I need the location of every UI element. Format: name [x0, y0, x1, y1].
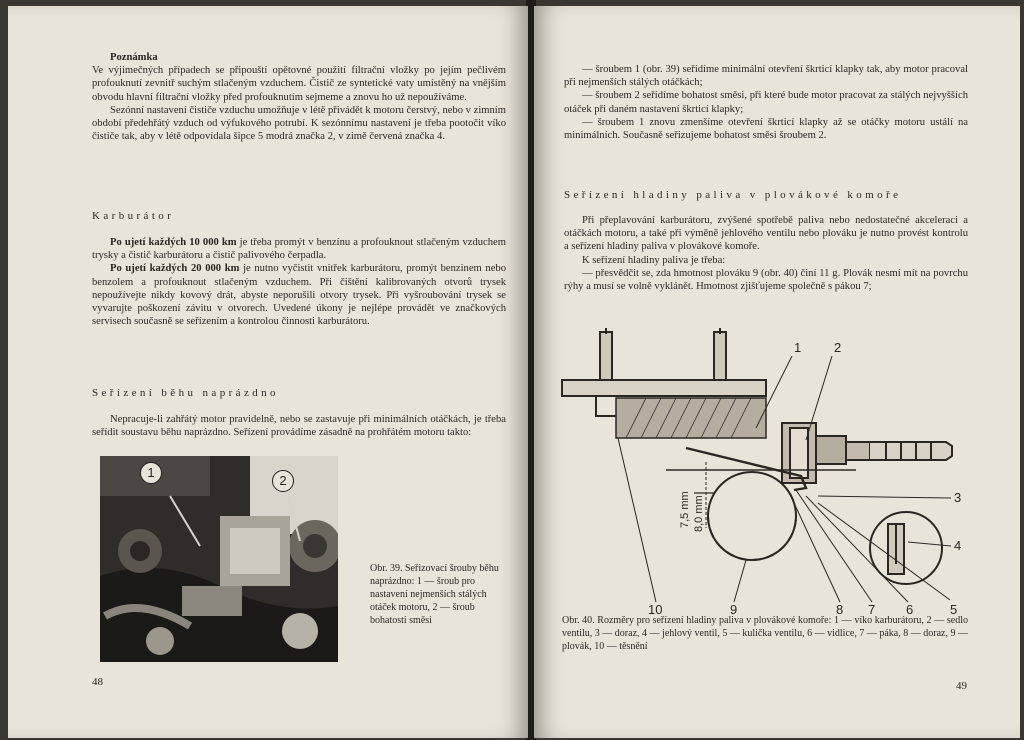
idle-text [92, 413, 506, 439]
engine-photo-illustration [100, 456, 338, 662]
section-heading-carburetor: Karburátor [92, 210, 175, 222]
dimension-7-5mm: 7,5 mm [679, 491, 691, 528]
page-number-left: 48 [92, 676, 103, 688]
figure-40-caption: Obr. 40. Rozměry pro seřízení hladiny paliva v plovákové komoře: 1 — víko karburátoru, 2 — sedlo ventilu, 3 — doraz, 4 — jehlový ventil, 5 — kulička ventilu, 6 — vidlice, 7 — páka, 8 — doraz, 9 — plovák, 10 — těsnění [562, 615, 968, 652]
note-block [92, 51, 506, 143]
photo-callout-2: 2 [272, 470, 294, 492]
dimension-8-0mm: 8,0 mm [693, 495, 705, 532]
page-number-right: 49 [956, 680, 967, 692]
carburetor-text [92, 236, 506, 328]
section-heading-float-level: Seřízení hladiny paliva v plovákové komoře [564, 189, 902, 201]
photo-callout-1: 1 [140, 462, 162, 484]
note-title: Poznámka [110, 52, 158, 63]
left-page [8, 6, 528, 738]
note-paragraph-2: Sezónní nastavení čističe vzduchu umožňuje v létě přivádět k motoru čerstvý, nebo v zimním období předehřátý vzduch od výfukového potrubí. K sezónnímu nastavení je třeba pootočit víko čističe tak, aby v létě odpovídala šipce 5 modrá značka 2, v zimě červená značka 4. [92, 104, 506, 143]
carburetor-paragraph-1 [92, 236, 506, 262]
diagram-label-4: 4 [954, 538, 962, 553]
diagram-label-2: 2 [834, 340, 842, 355]
section-heading-idle: Seřízení běhu naprázdno [92, 387, 279, 399]
diagram-label-9: 9 [730, 602, 738, 617]
idle-step-2: — šroubem 2 seřídíme bohatost směsi, při které bude motor pracovat za stálých nejvyšších otáček při daném nastavení škrticí klapky; [564, 90, 968, 115]
note-paragraph-1: Ve výjimečných případech se připouští opětovné použití filtrační vložky po jejím pečlivém profouknutí zevnitř suchým stlačeným vzduchem. Čistič ze syntetické vaty umístěný na vnějším obvodu hlavní filtrační vložky před profouknutím sejmeme a znovu ho už nepoužíváme. [92, 65, 506, 103]
float-level-paragraph-2: K seřízení hladiny paliva je třeba: [582, 254, 726, 266]
carburetor-p1-text: je třeba promýt v benzínu a profouknout stlačeným vzduchem trysky a čistič karburátoru a čistič palivového čerpadla. [92, 237, 506, 262]
diagram-label-6: 6 [906, 602, 914, 617]
diagram-label-10: 10 [648, 602, 663, 617]
diagram-label-1: 1 [794, 340, 802, 355]
figure-39-caption: Obr. 39. Seřizovací šrouby běhu naprázdno: 1 — šroub pro nastavení nejmenších stálých otáček motoru, 2 — šroub bohatosti směsi [370, 563, 499, 626]
diagram-label-7: 7 [868, 602, 876, 617]
idle-step-3: — šroubem 1 znovu zmenšíme otevření škrticí klapky až se otáčky motoru ustálí na minimálních. Současně seřizujeme bohatost směsi šroubem 2. [564, 116, 968, 142]
diagram-label-3: 3 [954, 490, 962, 505]
carburetor-paragraph-2 [92, 262, 506, 328]
engine-photo [100, 456, 338, 662]
carburetor-p2-text: je nutno vyčistit vnitřek karburátoru, promýt benzinem nebo benzolem a profouknout stlačeným vzduchem. Při čištění kalibrovaných otvorů trysek nepoužívejte nikdy kovový drát, abyste neporušili otvory trysek. Při vyšroubování trysek se vyvarujte poškození závitu v otvorech. Uvedené úkony je nejlépe provádět ve značkových servisech současně se seřízením a kontrolou činnosti karburátoru. [92, 263, 506, 328]
diagram-label-8: 8 [836, 602, 844, 617]
diagram-label-5: 5 [950, 602, 958, 617]
idle-steps [564, 63, 968, 142]
interval-10000: Po ujetí každých 10 000 km [110, 237, 237, 248]
interval-20000: Po ujetí každých 20 000 km [110, 263, 240, 275]
right-page [534, 6, 1020, 738]
figure-40-diagram [556, 328, 986, 618]
float-level-paragraph-1: Při přeplavování karburátoru, zvýšené spotřebě paliva nebo nedostatečné akceleraci a otáčkách motoru, a také při výměně jehlového ventilu nebo plováku je nutno provést kontrolu a seřízení hladiny paliva v plovákové komoře. [564, 215, 968, 253]
idle-paragraph: Nepracuje-li zahřátý motor pravidelně, nebo se zastavuje při minimálních otáčkách, je třeba seřídit soustavu běhu naprázdno. Seřízení provádíme zásadně na prohřátém motoru takto: [92, 414, 506, 439]
float-level-text [564, 214, 968, 293]
idle-step-1: — šroubem 1 (obr. 39) seřídíme minimální otevření škrticí klapky tak, aby motor pracoval při nejmenších stálých otáčkách; [564, 64, 968, 89]
float-level-paragraph-3: — přesvědčit se, zda hmotnost plováku 9 (obr. 40) činí 11 g. Plovák nesmí mít na povrchu rýhy a musí se volně vyklánět. Hmotnost zjišťujeme společně s pákou 7; [564, 267, 968, 293]
